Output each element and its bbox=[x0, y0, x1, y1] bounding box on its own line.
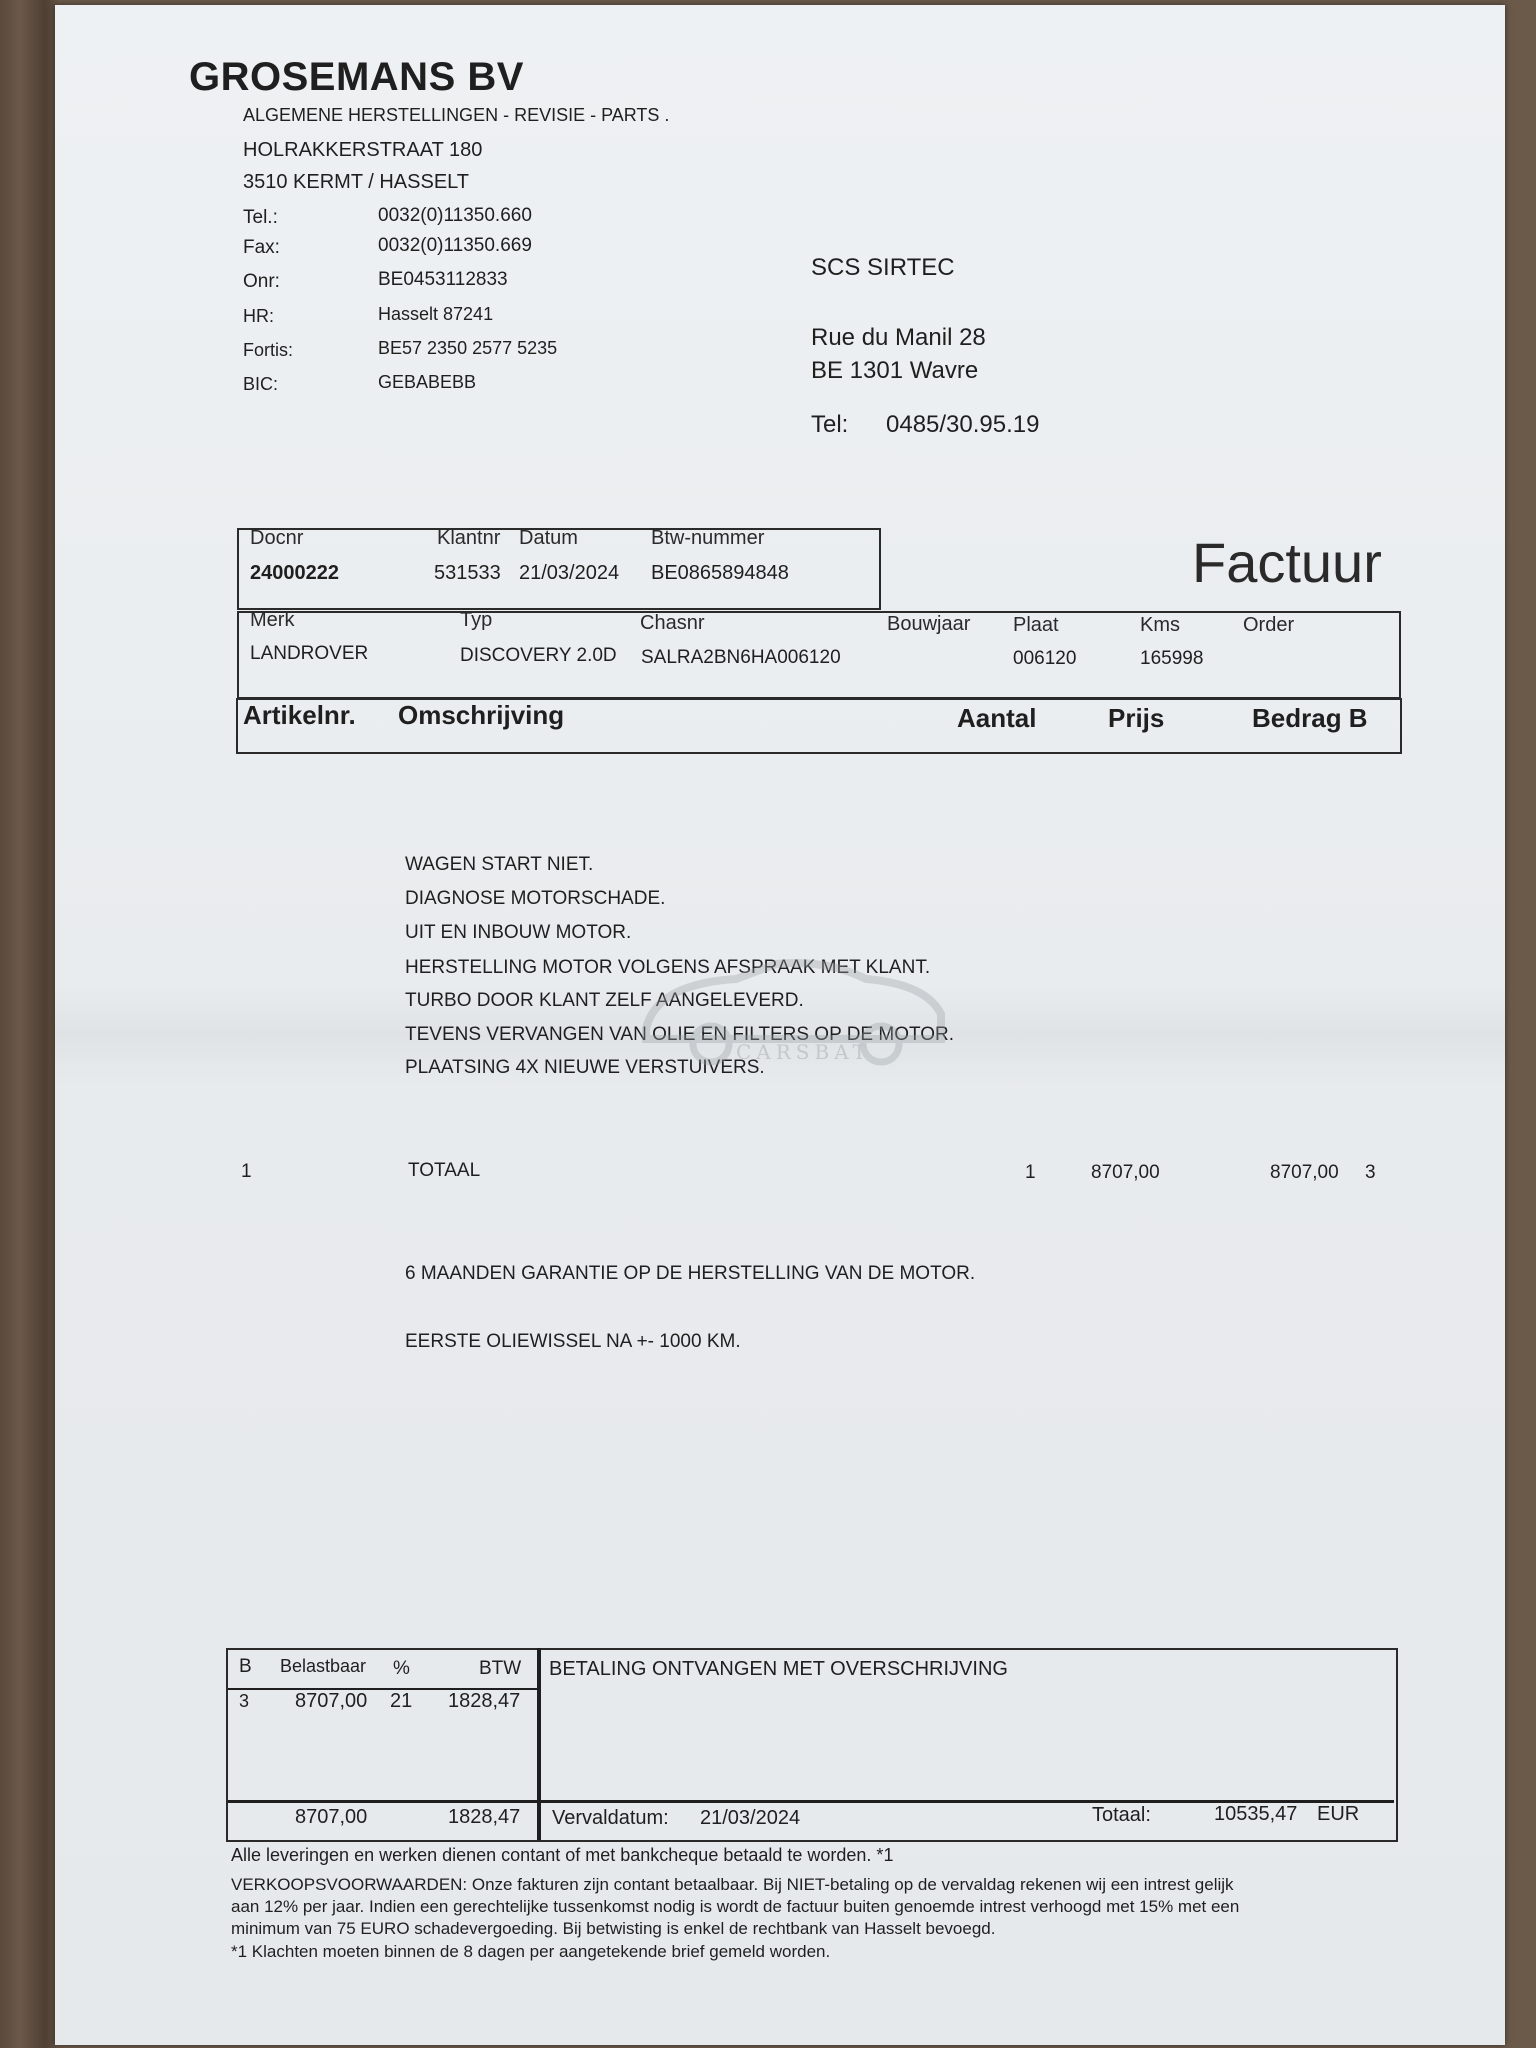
typ-header: Typ bbox=[460, 609, 493, 631]
vat-code: 3 bbox=[239, 1691, 250, 1711]
col-prijs: Prijs bbox=[1108, 703, 1165, 733]
footer-conditions-line: aan 12% per jaar. Indien een gerechtelijke tussenkomst nodig is wordt de factuur buiten genoemde intrest verhoogd met 15% met een bbox=[231, 1897, 1240, 1916]
customer-street: Rue du Manil 28 bbox=[811, 324, 986, 351]
description-line: HERSTELLING MOTOR VOLGENS AFSPRAAK MET KLANT. bbox=[405, 957, 931, 978]
footer-conditions-line: VERKOOPSVOORWAARDEN: Onze fakturen zijn contant betaalbaar. Bij NIET-betaling op de vervaldag rekenen wij een intrest gelijk bbox=[231, 1875, 1234, 1894]
company-onr-label: Onr: bbox=[243, 271, 280, 292]
footer-conditions-line: minimum van 75 EURO schadevergoeding. Bij betwisting is enkel de rechtbank van Hasselt bevoegd. bbox=[231, 1919, 996, 1938]
company-city: 3510 KERMT / HASSELT bbox=[243, 171, 470, 193]
kms-header: Kms bbox=[1140, 614, 1180, 636]
chasnr-value: SALRA2BN6HA006120 bbox=[641, 647, 841, 668]
item-bedrag: 8707,00 bbox=[1270, 1162, 1339, 1183]
docnr-value: 24000222 bbox=[250, 562, 339, 584]
customer-city: BE 1301 Wavre bbox=[811, 357, 979, 384]
company-street: HOLRAKKERSTRAAT 180 bbox=[243, 139, 483, 161]
item-prijs: 8707,00 bbox=[1091, 1162, 1160, 1183]
note-line: EERSTE OLIEWISSEL NA +- 1000 KM. bbox=[405, 1331, 741, 1352]
klantnr-header: Klantnr bbox=[437, 527, 501, 549]
item-artikelnr: 1 bbox=[241, 1161, 252, 1182]
company-hr-label: HR: bbox=[243, 306, 274, 326]
vat-h-pct: % bbox=[393, 1658, 410, 1679]
datum-value: 21/03/2024 bbox=[519, 562, 620, 584]
vat-h-b: B bbox=[239, 1656, 252, 1677]
datum-header: Datum bbox=[519, 527, 578, 549]
vat-total-btw: 1828,47 bbox=[448, 1806, 521, 1828]
col-omschrijving: Omschrijving bbox=[398, 700, 565, 730]
company-fortis: BE57 2350 2577 5235 bbox=[378, 338, 558, 358]
btw-number-header: Btw-nummer bbox=[651, 527, 765, 549]
col-aantal: Aantal bbox=[957, 703, 1037, 733]
company-tel-label: Tel.: bbox=[243, 207, 278, 228]
vat-h-belastbaar: Belastbaar bbox=[280, 1656, 367, 1676]
kms-value: 165998 bbox=[1140, 648, 1204, 669]
plaat-header: Plaat bbox=[1013, 614, 1059, 636]
col-bedrag: Bedrag B bbox=[1252, 703, 1368, 733]
bouwjaar-header: Bouwjaar bbox=[887, 613, 971, 635]
plaat-value: 006120 bbox=[1013, 648, 1077, 669]
item-aantal: 1 bbox=[1025, 1162, 1036, 1183]
total-currency: EUR bbox=[1317, 1803, 1360, 1825]
typ-value: DISCOVERY 2.0D bbox=[460, 645, 617, 666]
merk-header: Merk bbox=[250, 609, 295, 631]
vat-total-belastbaar: 8707,00 bbox=[295, 1806, 368, 1828]
klantnr-value: 531533 bbox=[434, 562, 501, 584]
customer-tel: 0485/30.95.19 bbox=[886, 411, 1040, 438]
vat-btw: 1828,47 bbox=[448, 1690, 521, 1712]
company-bic-label: BIC: bbox=[243, 374, 279, 394]
company-bic: GEBABEBB bbox=[378, 372, 477, 392]
watermark-text: CARSBAT bbox=[736, 1040, 871, 1064]
totals-divider bbox=[537, 1648, 541, 1840]
item-btw-code: 3 bbox=[1365, 1162, 1376, 1183]
due-date-label: Vervaldatum: bbox=[552, 1807, 669, 1829]
company-fax-label: Fax: bbox=[243, 237, 280, 258]
company-onr: BE0453112833 bbox=[378, 269, 508, 290]
company-hr: Hasselt 87241 bbox=[378, 304, 494, 324]
footer-complaints: *1 Klachten moeten binnen de 8 dagen per aangetekende brief gemeld worden. bbox=[231, 1942, 831, 1961]
docnr-header: Docnr bbox=[250, 527, 304, 549]
customer-tel-label: Tel: bbox=[811, 411, 849, 438]
company-fortis-label: Fortis: bbox=[243, 340, 294, 360]
order-header: Order bbox=[1243, 614, 1295, 636]
due-date: 21/03/2024 bbox=[700, 1807, 801, 1829]
description-line: PLAATSING 4X NIEUWE VERSTUIVERS. bbox=[405, 1057, 765, 1078]
chasnr-header: Chasnr bbox=[640, 612, 705, 634]
total-label: Totaal: bbox=[1092, 1804, 1151, 1826]
company-tel: 0032(0)11350.660 bbox=[378, 205, 532, 226]
customer-name: SCS SIRTEC bbox=[811, 254, 955, 281]
carsbat-watermark bbox=[626, 944, 956, 1084]
document-type-title: Factuur bbox=[1192, 531, 1382, 594]
col-artikelnr: Artikelnr. bbox=[243, 700, 356, 730]
item-omschrijving: TOTAAL bbox=[408, 1160, 481, 1181]
description-line: TEVENS VERVANGEN VAN OLIE EN FILTERS OP DE MOTOR. bbox=[405, 1024, 955, 1045]
description-line: DIAGNOSE MOTORSCHADE. bbox=[405, 888, 666, 909]
note-line: 6 MAANDEN GARANTIE OP DE HERSTELLING VAN DE MOTOR. bbox=[405, 1263, 976, 1284]
payment-note: BETALING ONTVANGEN MET OVERSCHRIJVING bbox=[549, 1658, 1008, 1680]
description-line: TURBO DOOR KLANT ZELF AANGELEVERD. bbox=[405, 990, 804, 1011]
description-line: WAGEN START NIET. bbox=[405, 854, 594, 875]
vat-pct: 21 bbox=[390, 1690, 413, 1712]
vat-h-btw: BTW bbox=[479, 1658, 522, 1679]
footer-payment-terms: Alle leveringen en werken dienen contant of met bankcheque betaald te worden. *1 bbox=[231, 1845, 894, 1865]
merk-value: LANDROVER bbox=[250, 643, 369, 664]
total-amount: 10535,47 bbox=[1214, 1803, 1298, 1825]
company-name: GROSEMANS BV bbox=[189, 55, 524, 99]
company-activity: ALGEMENE HERSTELLINGEN - REVISIE - PARTS . bbox=[243, 105, 670, 125]
vat-belastbaar: 8707,00 bbox=[295, 1690, 368, 1712]
description-line: UIT EN INBOUW MOTOR. bbox=[405, 922, 632, 943]
company-fax: 0032(0)11350.669 bbox=[378, 235, 532, 256]
btw-number-value: BE0865894848 bbox=[651, 562, 789, 584]
